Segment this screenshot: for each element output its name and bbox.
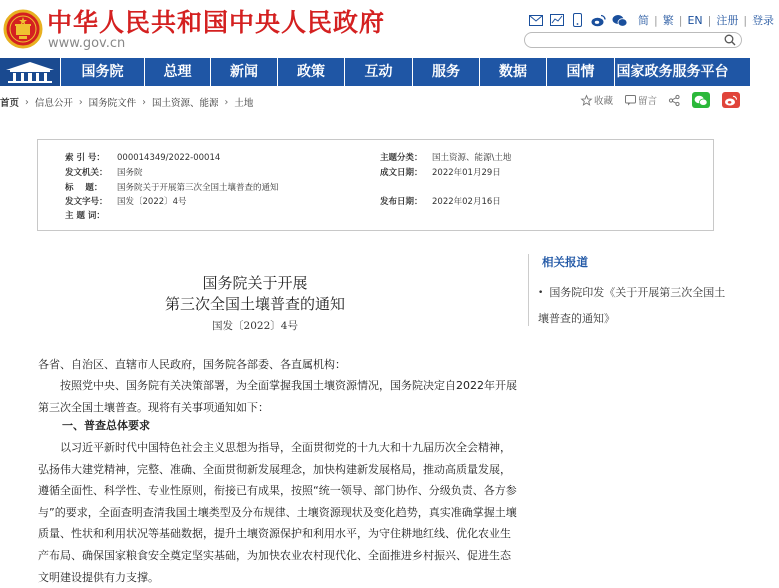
info-issuer-value: 国务院 (117, 168, 143, 178)
share-icon[interactable] (668, 95, 680, 106)
info-category-value: 国土资源、能源\土地 (432, 153, 512, 163)
info-issuer-row (65, 168, 143, 178)
comment-icon[interactable] (624, 95, 636, 106)
share-toolbar (580, 92, 740, 108)
breadcrumb-home[interactable]: 首页 (0, 98, 20, 109)
info-keywords-label: 主 题 词： (65, 211, 105, 221)
body-paragraph-1: 以习近平新时代中国特色社会主义思想为指导，全面贯彻党的十九大和十九届历次全会精神，弘扬伟大建党精神，完整、准确、全面贯彻新发展理念，加快构建新发展格局，推动高质量发展，遵循全面性、科学性、专业性原则，衔接已有成果，按照“统一领导、部门协作、分级负责、各方参与”的要求，全面查明查清我国土壤类型及分布规律、土壤资源现状及变化趋势，真实准确掌握土壤质量、性状和利用状况等基础数据，提升土壤资源保护和利用水平，为守住耕地红线、优化农业生产布局、确保国家粮食安全奠定坚实基础，为加快农业农村现代化、全面推进乡村振兴、促进生态文明建设提供有力支撑。 (38, 441, 517, 584)
weibo-icon[interactable] (591, 13, 606, 27)
search-input[interactable] (524, 32, 742, 48)
sidebar-divider (528, 254, 529, 326)
main-nav (0, 58, 750, 86)
nav-item-premier[interactable]: 总理 (144, 58, 210, 86)
weibo-share-icon[interactable] (722, 92, 740, 108)
lang-english-link[interactable]: EN (687, 13, 703, 27)
breadcrumb-land[interactable]: 土地 (234, 98, 254, 109)
comment-link[interactable]: 留言 (638, 96, 658, 107)
login-link[interactable]: 登录 (752, 14, 775, 27)
chevron-right-icon: › (224, 96, 229, 108)
nav-item-data[interactable]: 数据 (479, 58, 546, 86)
info-docno-row (65, 197, 187, 207)
info-docno-value: 国发〔2022〕4号 (117, 197, 187, 207)
document-info-table (37, 139, 714, 231)
site-title[interactable]: 中华人民共和国中央人民政府 (47, 8, 386, 37)
info-category-label: 主题分类： (380, 153, 423, 163)
toolbar-divider: | (678, 13, 683, 27)
section-heading-1: 一、普查总体要求 (62, 419, 150, 432)
info-title-row (65, 183, 279, 193)
nav-item-gov-service-platform[interactable]: 国家政务服务平台 (614, 58, 730, 86)
related-report-link-text[interactable]: 国务院印发《关于开展第三次全国土壤普查的通知》 (538, 286, 726, 325)
search-icon[interactable] (724, 34, 736, 46)
nav-item-policy[interactable]: 政策 (277, 58, 344, 86)
document-title-line-2: 第三次全国土壤普查的通知 (164, 295, 345, 313)
breadcrumb-state-council-docs[interactable]: 国务院文件 (88, 98, 137, 109)
site-header (0, 0, 775, 60)
site-url[interactable]: www.gov.cn (48, 36, 126, 51)
nav-item-service[interactable]: 服务 (412, 58, 479, 86)
info-index-value: 000014349/2022-00014 (117, 153, 221, 163)
info-title-value: 国务院关于开展第三次全国土壤普查的通知 (117, 183, 279, 193)
bullet-icon: • (538, 288, 544, 298)
breadcrumb-land-energy[interactable]: 国土资源、能源 (151, 98, 219, 109)
lang-simplified-link[interactable]: 简 (638, 14, 649, 27)
intro-paragraph: 按照党中央、国务院有关决策部署，为全面掌握我国土壤资源情况，国务院决定自2022年开展第三次全国土壤普查。现将有关事项通知如下： (38, 379, 517, 414)
document-title-line-1: 国务院关于开展 (202, 274, 308, 292)
salutation-paragraph: 各省、自治区、直辖市人民政府，国务院各部委、各直属机构： (38, 358, 346, 371)
document-number: 国发〔2022〕4号 (212, 320, 298, 332)
info-created-label: 成文日期： (380, 168, 423, 178)
info-index-label: 索 引 号： (65, 153, 105, 163)
info-created-value: 2022年01月29日 (432, 168, 501, 178)
chart-icon[interactable] (549, 13, 564, 27)
national-emblem-icon[interactable] (3, 9, 43, 49)
toolbar-divider: | (654, 13, 658, 27)
top-toolbar (528, 12, 779, 28)
document-title (140, 273, 370, 315)
breadcrumb-info-disclosure[interactable]: 信息公开 (34, 98, 73, 109)
nav-items (60, 58, 730, 86)
info-category-row (380, 153, 511, 163)
mail-icon[interactable] (528, 13, 543, 27)
mobile-icon[interactable] (570, 13, 585, 27)
nav-item-national-info[interactable]: 国情 (546, 58, 614, 86)
nav-home-icon[interactable] (0, 58, 60, 86)
breadcrumb (0, 95, 253, 109)
toolbar-divider: | (707, 13, 712, 27)
register-link[interactable]: 注册 (716, 14, 739, 27)
info-created-row (380, 168, 501, 178)
info-published-row (380, 197, 501, 207)
chevron-right-icon: › (25, 96, 29, 108)
favorite-icon[interactable] (580, 95, 592, 106)
lang-traditional-link[interactable]: 繁 (662, 14, 674, 27)
info-published-label: 发布日期： (380, 197, 423, 207)
related-reports-title: 相关报道 (542, 255, 588, 269)
nav-item-news[interactable]: 新闻 (210, 58, 277, 86)
breadcrumb-bar (0, 86, 750, 116)
nav-item-interaction[interactable]: 互动 (344, 58, 412, 86)
info-published-value: 2022年02月16日 (432, 197, 501, 207)
wechat-share-icon[interactable] (692, 92, 710, 108)
chevron-right-icon: › (78, 96, 83, 108)
info-issuer-label: 发文机关： (65, 168, 108, 178)
related-report-link[interactable] (538, 280, 728, 331)
toolbar-divider: | (743, 13, 748, 27)
wechat-icon[interactable] (612, 13, 627, 27)
nav-item-state-council[interactable]: 国务院 (60, 58, 144, 86)
info-docno-label: 发文字号： (65, 197, 108, 207)
info-keywords-row (65, 211, 117, 221)
chevron-right-icon: › (142, 96, 146, 108)
info-title-label: 标 题： (65, 183, 103, 193)
info-index-row (65, 153, 220, 163)
favorite-link[interactable]: 收藏 (594, 96, 614, 107)
